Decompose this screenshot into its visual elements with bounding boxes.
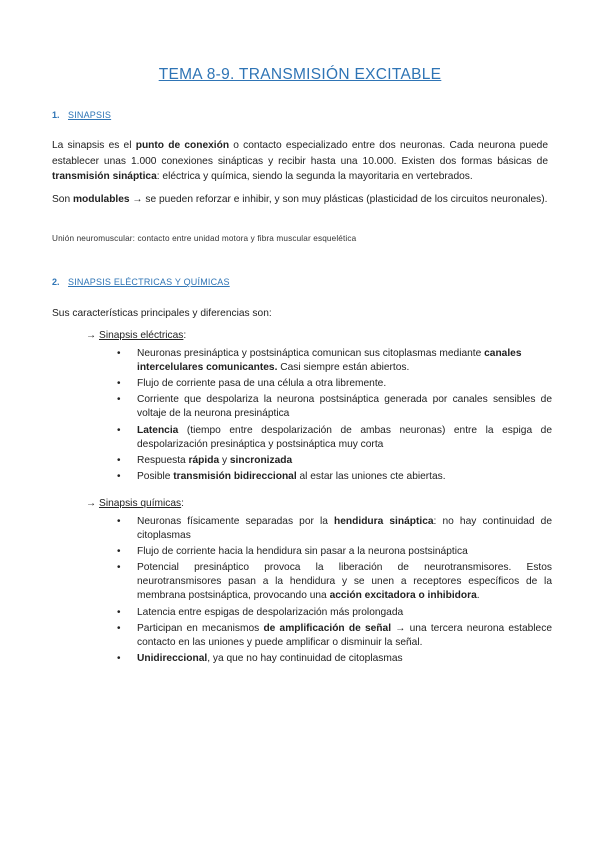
quimicas-subheading: → Sinapsis químicas:	[86, 498, 184, 509]
list-item: • Unidireccional, ya que no hay continuidad de citoplasmas	[0, 652, 552, 666]
section-2-heading	[52, 277, 230, 287]
section-2-number: 2.	[52, 277, 60, 287]
document-title: TEMA 8-9. TRANSMISIÓN EXCITABLE	[158, 66, 442, 83]
list-item: • Flujo de corriente pasa de una célula a otra libremente.	[0, 377, 552, 391]
list-item: • Respuesta rápida y sincronizada	[0, 454, 552, 468]
electricas-list	[0, 347, 552, 486]
list-item: • Participan en mecanismos de amplificación de señal → una tercera neurona establece contacto en las uniones y puede amplificar o disminuir la señal.	[0, 622, 552, 650]
neuromuscular-note: Unión neuromuscular: contacto entre unidad motora y fibra muscular esquelética	[52, 234, 357, 243]
list-item: • Latencia (tiempo entre despolarización de ambas neuronas) entre la espiga de despolarización presináptica y postsináptica muy corta	[0, 424, 552, 452]
list-item: • Neuronas presináptica y postsináptica comunican sus citoplasmas mediante canales intercelulares comunicantes. Casi siempre están abiertos.	[0, 347, 552, 375]
section-2-intro: Sus características principales y diferencias son:	[52, 308, 272, 319]
list-item: • Potencial presináptico provoca la liberación de neurotransmisores. Estos neurotransmisores pasan a la hendidura y se unen a receptores específicos de la membrana postsináptica, provocando una acción excitadora o inhibidora.	[0, 561, 552, 603]
section-1-label: SINAPSIS	[68, 110, 112, 120]
list-item: • Latencia entre espigas de despolarización más prolongada	[0, 606, 552, 620]
quimicas-list	[0, 515, 552, 668]
list-item: • Corriente que despolariza la neurona postsináptica generada por canales sensibles de voltaje de la neurona presináptica	[0, 393, 552, 421]
section-1-number: 1.	[52, 110, 60, 120]
list-item: • Flujo de corriente hacia la hendidura sin pasar a la neurona postsináptica	[0, 545, 552, 559]
modulables-paragraph: Son modulables → se pueden reforzar e inhibir, y son muy plásticas (plasticidad de los circuitos neuronales).	[52, 194, 548, 205]
section-1-heading	[52, 110, 111, 120]
sinapsis-paragraph: La sinapsis es el punto de conexión o contacto especializado entre dos neuronas. Cada neurona puede establecer unas 1.000 conexiones sinápticas y recibir hasta una 10.000. Existen dos formas básicas de transmisión sináptica: eléctrica y química, siendo la segunda la mayoritaria en vertebrados.	[52, 140, 548, 182]
list-item: • Posible transmisión bidireccional al estar las uniones cte abiertas.	[0, 470, 552, 484]
list-item: • Neuronas físicamente separadas por la hendidura sináptica: no hay continuidad de citoplasmas	[0, 515, 552, 543]
section-2-label: SINAPSIS ELÉCTRICAS Y QUÍMICAS	[68, 277, 230, 287]
electricas-subheading: → Sinapsis eléctricas:	[86, 330, 187, 341]
